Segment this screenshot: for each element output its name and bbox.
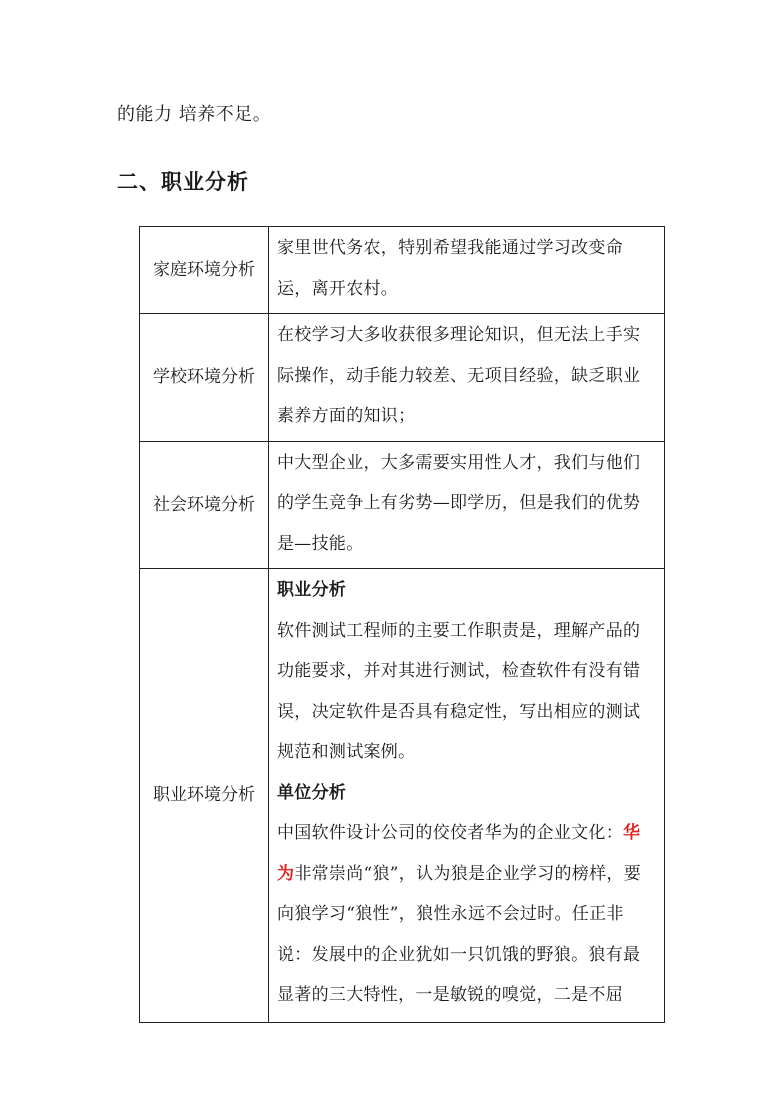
- unit-highlight: 华为: [277, 823, 641, 884]
- row-label-family: 家庭环境分析: [140, 227, 269, 314]
- row-label-school: 学校环境分析: [140, 314, 269, 442]
- unit-analysis-heading: 单位分析: [277, 782, 347, 803]
- table-row-career: [140, 569, 665, 1023]
- unit-analysis-text: [277, 813, 657, 1016]
- unit-text-before: 中国软件设计公司的佼佼者华为的企业文化：: [277, 823, 623, 843]
- row-content-family: 家里世代务农，特别希望我能通过学习改变命运，离开农村。: [269, 227, 665, 314]
- row-label-society: 社会环境分析: [140, 441, 269, 569]
- table-row-society: [140, 441, 665, 569]
- row-label-career: 职业环境分析: [140, 569, 269, 1023]
- career-analysis-heading: 职业分析: [277, 580, 347, 600]
- career-analysis-text: 软件测试工程师的主要工作职责是，理解产品的功能要求，并对其进行测试，检查软件有没有错误，决定软件是否具有稳定性，写出相应的测试规范和测试案例。: [277, 620, 641, 762]
- section-heading: 二、职业分析: [117, 170, 249, 194]
- carry-over-line: 的能力 培养不足。: [117, 104, 272, 125]
- table-row-school: [140, 314, 665, 442]
- analysis-table: [139, 226, 665, 1023]
- unit-text-after: 非常崇尚“狼”，认为狼是企业学习的榜样，要向狼学习“狼性”，狼性永远不会过时。任正非说：发展中的企业犹如一只饥饿的野狼。狼有最显著的三大特性，一是敏锐的嗅觉，二是不屈: [277, 863, 641, 1005]
- row-content-society: 中大型企业，大多需要实用性人才，我们与他们的学生竞争上有劣势—即学历，但是我们的优势是—技能。: [269, 441, 665, 569]
- row-content-career: [269, 569, 665, 1023]
- row-content-school: 在校学习大多收获很多理论知识，但无法上手实际操作，动手能力较差、无项目经验，缺乏职业素养方面的知识；: [269, 314, 665, 442]
- table-row-family: [140, 227, 665, 314]
